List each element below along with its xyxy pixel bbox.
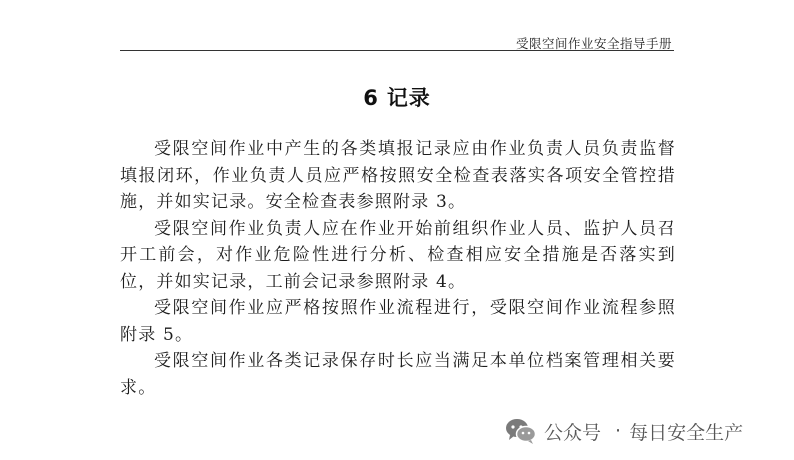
section-number: 6 [363,86,379,110]
header-divider [120,50,674,51]
paragraph-record-retention: 受限空间作业各类记录保存时长应当满足本单位档案管理相关要求。 [120,351,676,398]
paragraph-filling-records: 受限空间作业中产生的各类填报记录应由作业负责人员负责监督填报闭环，作业负责人员应严格按照安全检查表落实各项安全管控措施，并如实记录。安全检查表参照附录 3。 [120,139,676,212]
watermark-separator: · [615,420,622,442]
paragraph-work-procedure: 受限空间作业应严格按照作业流程进行，受限空间作业流程参照附录 5。 [120,298,676,345]
watermark-account-name: 每日安全生产 [629,421,744,444]
paragraph-pre-work-meeting: 受限空间作业负责人应在作业开始前组织作业人员、监护人员召开工前会，对作业危险性进行分析、检查相应安全措施是否落实到位，并如实记录，工前会记录参照附录 4。 [120,218,676,292]
running-header-title: 受限空间作业安全指导手册 [515,36,672,51]
section-heading [0,82,794,112]
wechat-icon [504,416,538,446]
section-title: 记录 [386,86,431,110]
section-body [120,136,676,401]
wechat-watermark [504,414,743,448]
watermark-prefix: 公众号 [544,421,602,444]
